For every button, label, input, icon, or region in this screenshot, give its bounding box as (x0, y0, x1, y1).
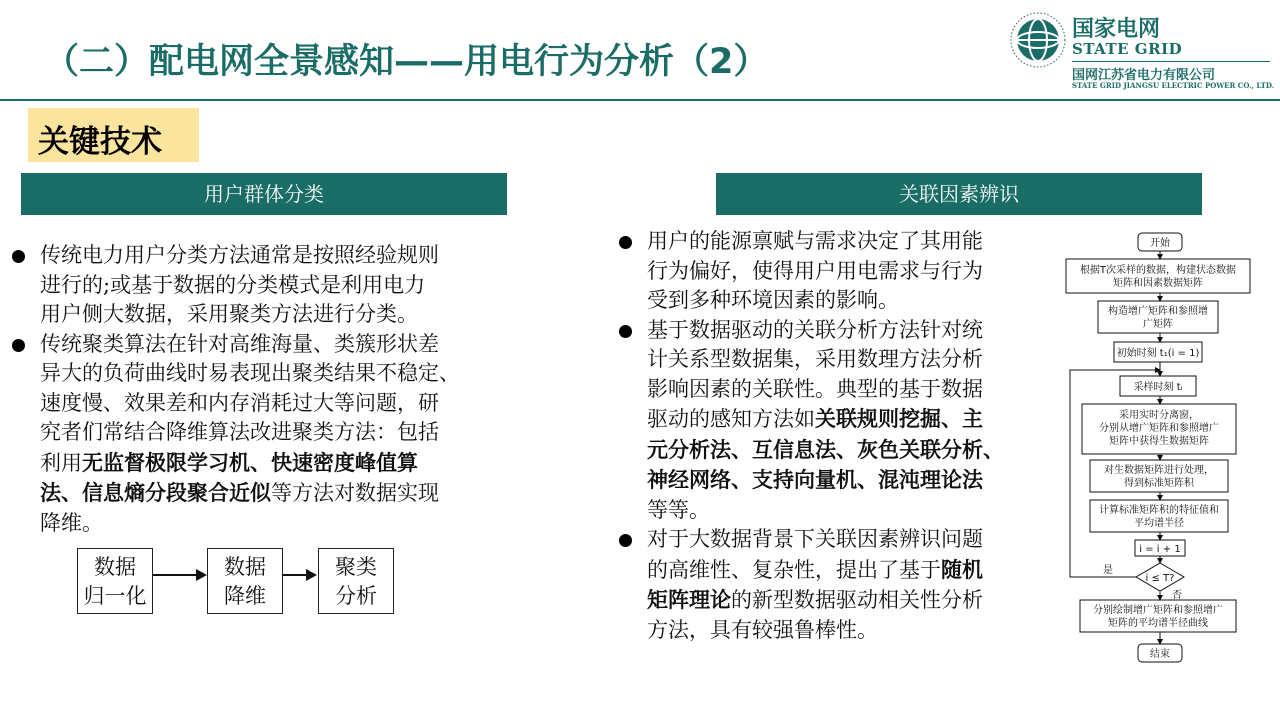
bullet-line (647, 435, 1047, 466)
list-item (647, 227, 1047, 316)
bullet-line: 用户的能源禀赋与需求决定了其用能 (647, 229, 983, 253)
flow-text: 采样时刻 tᵢ (1133, 382, 1183, 393)
process-step-line: 数据 (224, 555, 266, 579)
bold-text-run: 法、信息熵分段聚合近似 (40, 480, 271, 505)
process-step-line: 分析 (335, 584, 377, 608)
flow-text: 广矩阵 (1143, 319, 1173, 330)
list-item (647, 525, 1047, 645)
text-run: 的高维性、复杂性，提出了基于 (647, 557, 941, 582)
bold-text-run: 神经网络、支持向量机、混沌理论法 (647, 467, 983, 492)
bullet-line: 用户侧大数据，采用聚类方法进行分类。 (40, 302, 418, 326)
flow-text: 矩阵和因素数据矩阵 (1113, 278, 1203, 289)
bullet-dot-icon (619, 534, 632, 547)
rmt-flowchart (1060, 228, 1270, 668)
process-step-cluster (318, 548, 394, 614)
process-step-line: 归一化 (83, 584, 147, 608)
process-arrow-icon (150, 566, 212, 584)
bullet-line: 计关系型数据集，采用数理方法分析 (647, 347, 983, 371)
text-run: 驱动的感知方法如 (647, 407, 815, 431)
left-bullet-list (40, 241, 514, 538)
flow-text: 矩阵的平均谱半径曲线 (1108, 618, 1208, 629)
section-tag (28, 108, 199, 162)
flow-text: 初始时刻 t₁(i = 1) (1116, 348, 1200, 359)
process-step-line: 聚类 (335, 555, 377, 579)
process-step-line: 数据 (94, 555, 136, 579)
bullet-line (40, 448, 514, 479)
bold-text-run: 关联规则挖掘、主 (815, 406, 983, 431)
flow-text: i = i + 1 (1139, 544, 1181, 555)
logo-name-en: STATE GRID (1072, 40, 1183, 58)
text-run: 等方法对数据实现 (271, 481, 439, 505)
flow-text: 平均谱半径 (1134, 518, 1184, 529)
bullet-dot-icon (12, 339, 25, 352)
process-arrow-icon (280, 566, 322, 584)
flow-no-label: 否 (1172, 590, 1182, 601)
banner-factor-identification: 关联因素辨识 (716, 173, 1202, 215)
text-run: 的新型数据驱动相关性分析 (731, 588, 983, 612)
logo-company-en: STATE GRID JIANGSU ELECTRIC POWER CO., LTD. (1072, 81, 1275, 90)
process-step-line: 降维 (224, 584, 266, 608)
flow-text: 对生数据矩阵进行处理， (1104, 465, 1214, 476)
bullet-dot-icon (619, 325, 632, 338)
section-tag-label: 关键技术 (38, 124, 162, 160)
bullet-line: 究者们常结合降维算法改进聚类方法：包括 (40, 420, 439, 444)
bullet-dot-icon (619, 236, 632, 249)
logo-divider (1072, 61, 1270, 62)
bullet-line: 速度慢、效果差和内存消耗过大等问题，研 (40, 390, 439, 415)
flow-text: 计算标准矩阵积的特征值和 (1099, 505, 1219, 516)
process-step-normalize (77, 548, 153, 614)
flow-text: 构造增广矩阵和参照增 (1108, 306, 1208, 317)
list-item (647, 316, 1047, 526)
bullet-line: 影响因素的关联性。典型的基于数据 (647, 376, 983, 401)
list-item (40, 330, 514, 539)
state-grid-logo (1004, 10, 1276, 96)
bullet-line: 行为偏好，使得用户用电需求与行为 (647, 258, 983, 283)
bullet-line: 受到多种环境因素的影响。 (647, 288, 899, 312)
bullet-line: 传统聚类算法在针对高维海量、类簇形状差 (40, 331, 439, 356)
bullet-dot-icon (12, 250, 25, 263)
bullet-line: 基于数据驱动的关联分析方法针对统 (647, 317, 983, 342)
bold-text-run: 随机 (941, 556, 983, 582)
flow-start-label: 开始 (1150, 238, 1170, 249)
flow-text: 根据T次采样的数据，构建状态数据 (1079, 265, 1237, 276)
title-divider (0, 99, 1280, 101)
text-run: 利用 (40, 450, 82, 475)
flow-decision-label: i ≤ T? (1145, 573, 1175, 584)
bullet-line: 进行的;或基于数据的分类模式是利用电力 (40, 272, 426, 297)
flow-text: 矩阵中获得生数据矩阵 (1109, 436, 1209, 447)
bullet-line (647, 404, 1047, 435)
bold-text-run: 元分析法、互信息法、灰色关联分析、 (647, 436, 1004, 462)
bullet-line (647, 555, 1047, 586)
bullet-line: 降维。 (40, 510, 103, 535)
list-item (40, 241, 514, 330)
bullet-line (647, 585, 1047, 616)
bold-text-run: 矩阵理论 (647, 587, 731, 612)
bullet-line: 异大的负荷曲线时易表现出聚类结果不稳定、 (40, 361, 460, 385)
bullet-line (647, 465, 1047, 496)
bullet-line: 等等。 (647, 497, 710, 522)
bullet-line: 对于大数据背景下关联因素辨识问题 (647, 527, 983, 551)
page-title: （二）配电网全景感知——用电行为分析（2） (44, 42, 769, 82)
flow-text: 得到标准矩阵积 (1124, 478, 1194, 489)
bold-text-run: 无监督极限学习机、快速密度峰值算 (82, 449, 418, 475)
flow-yes-label: 是 (1103, 565, 1113, 576)
banner-user-classification: 用户群体分类 (21, 173, 507, 215)
process-step-reduce (207, 548, 283, 614)
bullet-line: 传统电力用户分类方法通常是按照经验规则 (40, 243, 439, 267)
flow-text: 分别绘制增广矩阵和参照增广 (1093, 605, 1223, 616)
logo-name-cn: 国家电网 (1072, 17, 1161, 42)
state-grid-emblem-icon (1004, 10, 1068, 70)
bullet-line (40, 478, 514, 509)
flow-text: 分别从增广矩阵和参照增广 (1099, 423, 1219, 434)
right-bullet-list (647, 227, 1047, 645)
flow-end-label: 结束 (1150, 649, 1170, 660)
bullet-line: 方法，具有较强鲁棒性。 (647, 617, 878, 642)
flow-text: 采用实时分离窗， (1119, 410, 1199, 421)
logo-company-cn: 国网江苏省电力有限公司 (1072, 68, 1216, 83)
